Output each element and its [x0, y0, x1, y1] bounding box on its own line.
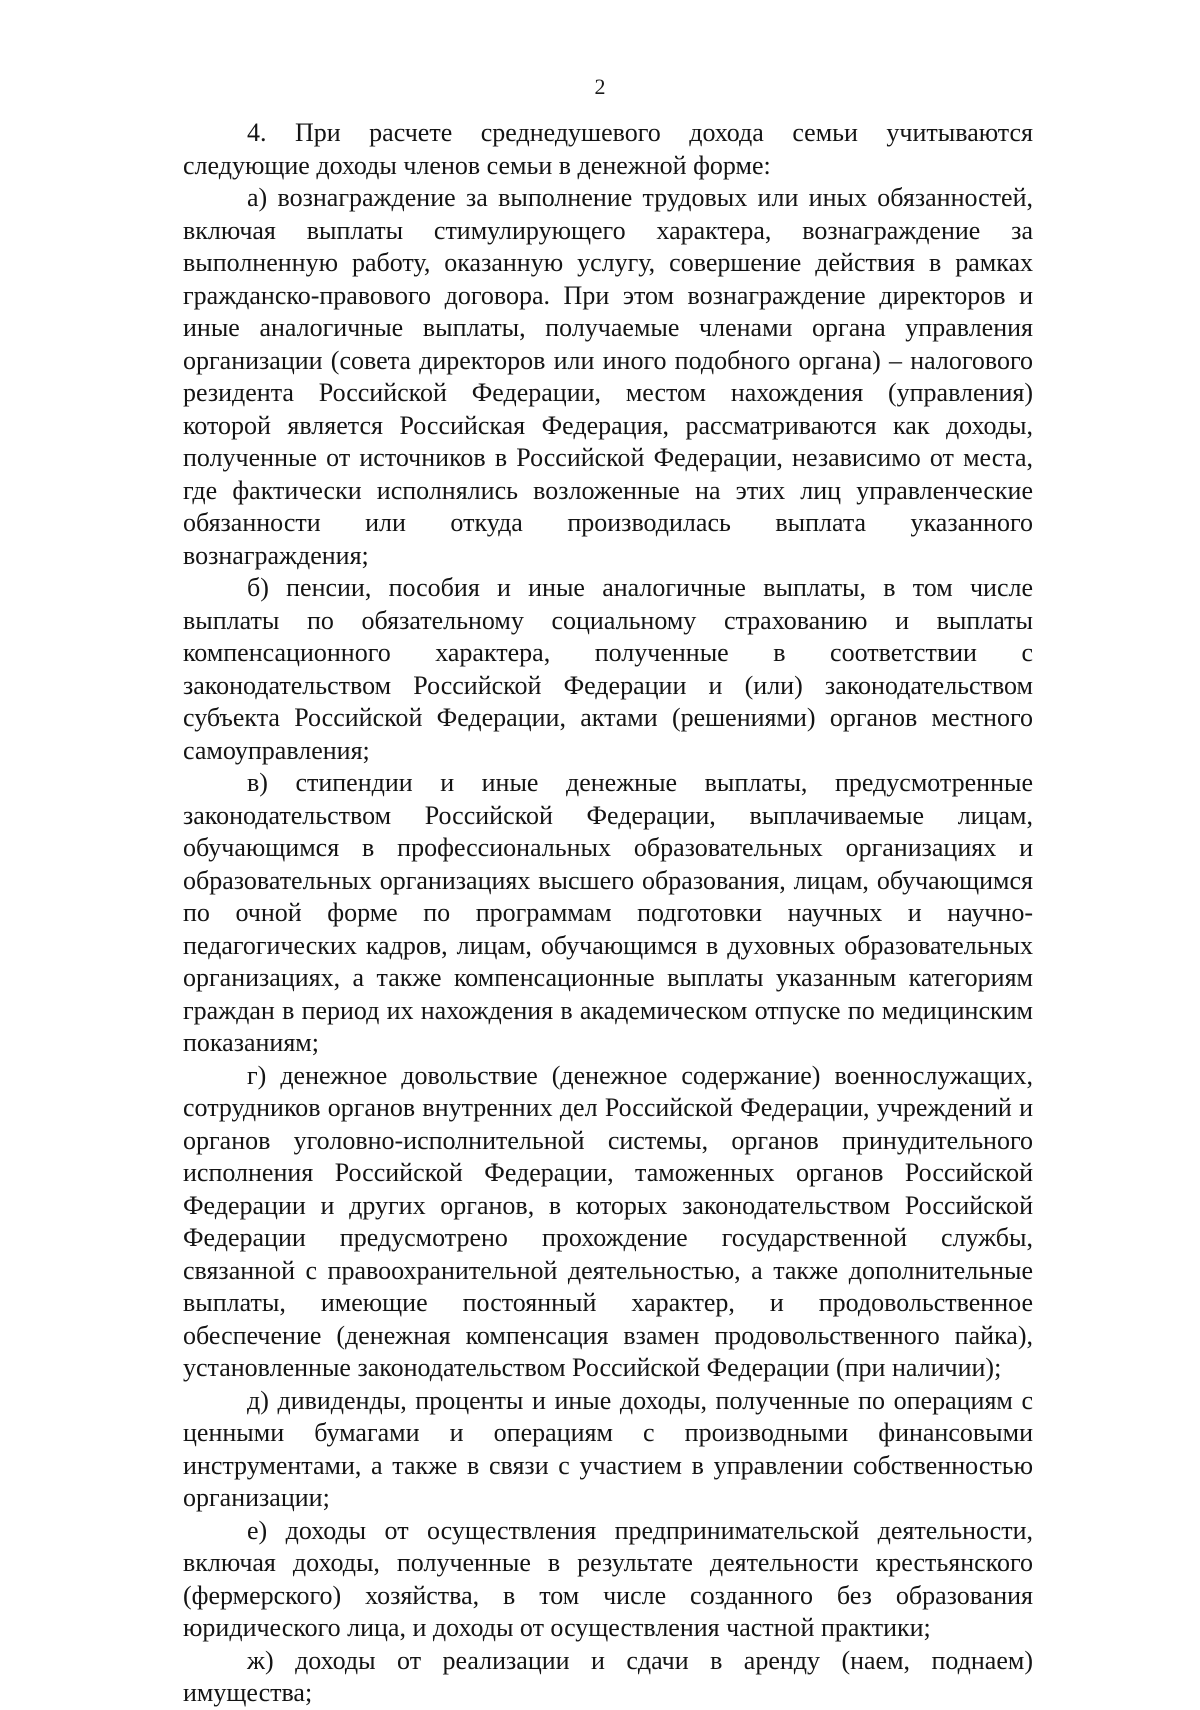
paragraph-item-g: г) денежное довольствие (денежное содержание) военнослужащих, сотрудников органов внутренних дел Российской Федерации, учреждений и органов уголовно-исполнительной системы, органов принудительного исполнения Российской Федерации, таможенных органов Российской Федерации и других органов, в которых законодательством Российской Федерации предусмотрено прохождение государственной службы, связанной с правоохранительной деятельностью, а также дополнительные выплаты, имеющие постоянный характер, и продовольственное обеспечение (денежная компенсация взамен продовольственного пайка), установленные законодательством Российской Федерации (при наличии);	[183, 1060, 1033, 1382]
paragraph-item-v: в) стипендии и иные денежные выплаты, предусмотренные законодательством Российской Федерации, выплачиваемые лицам, обучающимся в профессиональных образовательных организациях и образовательных организациях высшего образования, лицам, обучающимся по очной форме по программам подготовки научных и научно-педагогических кадров, лицам, обучающимся в духовных образовательных организациях, а также компенсационные выплаты указанным категориям граждан в период их нахождения в академическом отпуске по медицинским показаниям;	[183, 768, 1033, 1057]
paragraph-item-b: б) пенсии, пособия и иные аналогичные выплаты, в том числе выплаты по обязательному социальному страхованию и выплаты компенсационного характера, полученные в соответствии с законодательством Российской Федерации и (или) законодательством субъекта Российской Федерации, актами (решениями) органов местного самоуправления;	[183, 573, 1033, 765]
paragraph-item-a: а) вознаграждение за выполнение трудовых или иных обязанностей, включая выплаты стимулирующего характера, вознаграждение за выполненную работу, оказанную услугу, совершение действия в рамках гражданско-правового договора. При этом вознаграждение директоров и иные аналогичные выплаты, получаемые членами органа управления организации (совета директоров или иного подобного органа) – налогового резидента Российской Федерации, местом нахождения (управления) которой является Российская Федерация, рассматриваются как доходы, полученные от источников в Российской Федерации, независимо от места, где фактически исполнялись возложенные на этих лиц управленческие обязанности или откуда производилась выплата указанного вознаграждения;	[183, 183, 1033, 570]
paragraph-item-d: д) дивиденды, проценты и иные доходы, полученные по операциям с ценными бумагами и операциям с производными финансовыми инструментами, а также в связи с участием в управлении собственностью организации;	[183, 1385, 1033, 1512]
document-body	[183, 117, 1033, 1710]
paragraph-4-intro: 4. При расчете среднедушевого дохода семьи учитываются следующие доходы членов семьи в денежной форме:	[183, 118, 1033, 180]
paragraph-item-zh: ж) доходы от реализации и сдачи в аренду (наем, поднаем) имущества;	[183, 1645, 1033, 1707]
paragraph-item-e: е) доходы от осуществления предпринимательской деятельности, включая доходы, полученные в результате деятельности крестьянского (фермерского) хозяйства, в том числе созданного без образования юридического лица, и доходы от осуществления частной практики;	[183, 1515, 1033, 1642]
page-number: 2	[594, 74, 606, 99]
